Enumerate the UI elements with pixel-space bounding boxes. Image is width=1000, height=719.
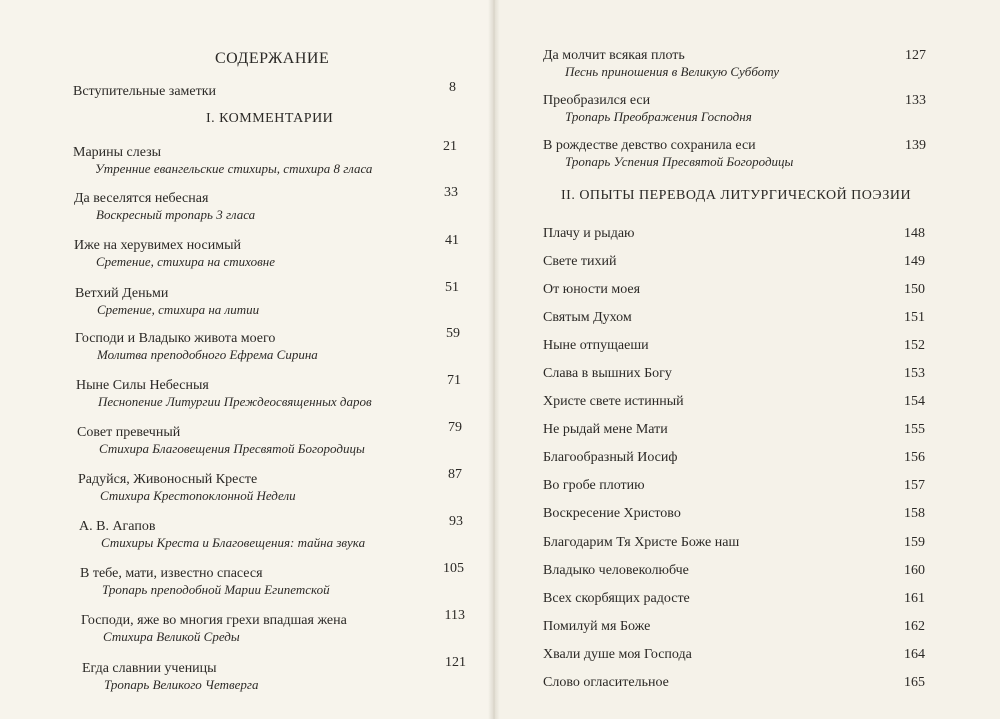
entry-subtitle: Стихира Благовещения Пресвятой Богородицы (99, 441, 365, 456)
entry-title: В тебе, мати, известно спасеся (80, 566, 263, 581)
entry-page: 154 (904, 394, 925, 409)
entry-page: 87 (448, 467, 462, 482)
entry-page: 33 (444, 185, 458, 200)
entry-page: 113 (444, 608, 465, 623)
entry-page: 151 (904, 310, 925, 325)
entry-subtitle: Тропарь Успения Пресвятой Богородицы (565, 154, 794, 169)
entry-title: Господи, яже во многия грехи впадшая жена (81, 613, 347, 628)
entry-title: Преобразился еси (543, 93, 651, 108)
entry-title: Иже на херувимех носимый (74, 238, 241, 253)
entry-page: 133 (905, 93, 926, 108)
entry-page: 164 (904, 647, 925, 662)
toc-entry[interactable]: Помилуй мя Боже (543, 619, 651, 634)
entry-page: 121 (445, 655, 466, 670)
toc-entry-intro[interactable] (73, 84, 216, 100)
toc-entry[interactable] (75, 331, 318, 363)
section-2-heading: II. ОПЫТЫ ПЕРЕВОДА ЛИТУРГИЧЕСКОЙ ПОЭЗИИ (561, 188, 912, 203)
entry-subtitle: Тропарь преподобной Марии Египетской (102, 582, 330, 597)
toc-entry[interactable] (73, 145, 372, 177)
entry-title: Егда славнии ученицы (82, 661, 217, 676)
toc-entry[interactable] (543, 48, 779, 80)
toc-entry[interactable] (81, 613, 347, 645)
entry-title: Ветхий Деньми (75, 286, 169, 301)
entry-page: 93 (449, 514, 463, 529)
entry-subtitle: Стихиры Креста и Благовещения: тайна звука (101, 535, 366, 550)
entry-page: 79 (448, 420, 462, 435)
entry-title: Ныне Силы Небесныя (76, 378, 209, 393)
entry-title: Совет превечный (77, 425, 181, 440)
toc-entry[interactable] (74, 238, 275, 270)
entry-page: 165 (904, 675, 925, 690)
entry-page: 159 (904, 535, 925, 550)
entry-page: 161 (904, 591, 925, 606)
entry-title: Да веселятся небесная (74, 191, 209, 206)
toc-entry[interactable]: Воскресение Христово (543, 506, 681, 521)
left-page (0, 0, 493, 719)
toc-entry[interactable]: Свете тихий (543, 254, 617, 269)
entry-page: 162 (904, 619, 925, 634)
book-gutter (488, 0, 500, 719)
entry-subtitle: Стихира Крестопоклонной Недели (100, 488, 296, 503)
entry-page: 139 (905, 138, 926, 153)
entry-title: Марины слезы (73, 145, 162, 160)
entry-subtitle: Сретение, стихира на литии (97, 302, 260, 317)
toc-title: СОДЕРЖАНИЕ (215, 50, 330, 67)
entry-page: 41 (445, 233, 459, 248)
entry-subtitle: Тропарь Преображения Господня (565, 109, 752, 124)
entry-title: В рождестве девство сохранила еси (543, 138, 756, 153)
toc-entry[interactable]: Благодарим Тя Христе Боже наш (543, 535, 740, 550)
toc-entry[interactable] (82, 661, 258, 693)
entry-page: 157 (904, 478, 925, 493)
entry-title: Да молчит всякая плоть (543, 48, 685, 63)
toc-entry[interactable] (74, 191, 255, 223)
toc-entry[interactable]: Ныне отпущаеши (543, 338, 649, 353)
right-page (500, 0, 1000, 719)
toc-entry[interactable] (543, 138, 793, 170)
toc-entry[interactable]: Владыко человеколюбче (543, 563, 689, 578)
toc-entry[interactable]: Не рыдай мене Мати (543, 422, 668, 437)
entry-page: 156 (904, 450, 925, 465)
entry-page: 158 (904, 506, 925, 521)
entry-page: 51 (445, 280, 459, 295)
entry-subtitle: Тропарь Великого Четверга (104, 677, 259, 692)
entry-page: 21 (443, 139, 457, 154)
toc-entry[interactable] (79, 519, 365, 551)
entry-page: 71 (447, 373, 461, 388)
toc-entry[interactable]: Хвали душе моя Господа (543, 647, 692, 662)
entry-subtitle: Песнь приношения в Великую Субботу (565, 64, 780, 79)
entry-title: Господи и Владыко живота моего (75, 331, 276, 346)
toc-entry[interactable]: Слово огласительное (543, 675, 669, 690)
toc-entry[interactable] (77, 425, 365, 457)
section-1-heading: I. КОММЕНТАРИИ (206, 111, 334, 126)
entry-title: Радуйся, Живоносный Кресте (78, 472, 258, 487)
entry-page: 152 (904, 338, 925, 353)
toc-entry[interactable]: Слава в вышних Богу (543, 366, 672, 381)
entry-page: 148 (904, 226, 925, 241)
entry-subtitle: Песнопение Литургии Преждеосвященных даров (98, 394, 372, 409)
entry-subtitle: Утренние евангельские стихиры, стихира 8 гласа (95, 161, 373, 176)
entry-page: 153 (904, 366, 925, 381)
entry-subtitle: Молитва преподобного Ефрема Сирина (97, 347, 318, 362)
entry-page: 8 (449, 80, 456, 95)
toc-entry[interactable] (543, 93, 752, 125)
entry-page: 150 (904, 282, 925, 297)
toc-entry[interactable] (80, 566, 330, 598)
toc-entry[interactable]: Святым Духом (543, 310, 632, 325)
toc-entry[interactable]: Христе свете истинный (543, 394, 684, 409)
toc-entry[interactable]: Благообразный Иосиф (543, 450, 678, 465)
entry-subtitle: Стихира Великой Среды (103, 629, 240, 644)
entry-title: А. В. Агапов (79, 519, 156, 534)
entry-subtitle: Воскресный тропарь 3 гласа (96, 207, 256, 222)
entry-subtitle: Сретение, стихира на стиховне (96, 254, 275, 269)
entry-page: 127 (905, 48, 926, 63)
entry-page: 160 (904, 563, 925, 578)
toc-entry[interactable]: Плачу и рыдаю (543, 226, 635, 241)
toc-entry[interactable]: Всех скорбящих радосте (543, 591, 690, 606)
entry-page: 59 (446, 326, 460, 341)
entry-page: 155 (904, 422, 925, 437)
entry-page: 105 (443, 561, 464, 576)
toc-entry[interactable]: Во гробе плотию (543, 478, 645, 493)
entry-title: Вступительные заметки (73, 84, 217, 99)
toc-entry[interactable] (75, 286, 259, 318)
toc-entry[interactable] (76, 378, 372, 410)
toc-entry[interactable]: От юности моея (543, 282, 641, 297)
toc-entry[interactable] (78, 472, 296, 504)
entry-page: 149 (904, 254, 925, 269)
